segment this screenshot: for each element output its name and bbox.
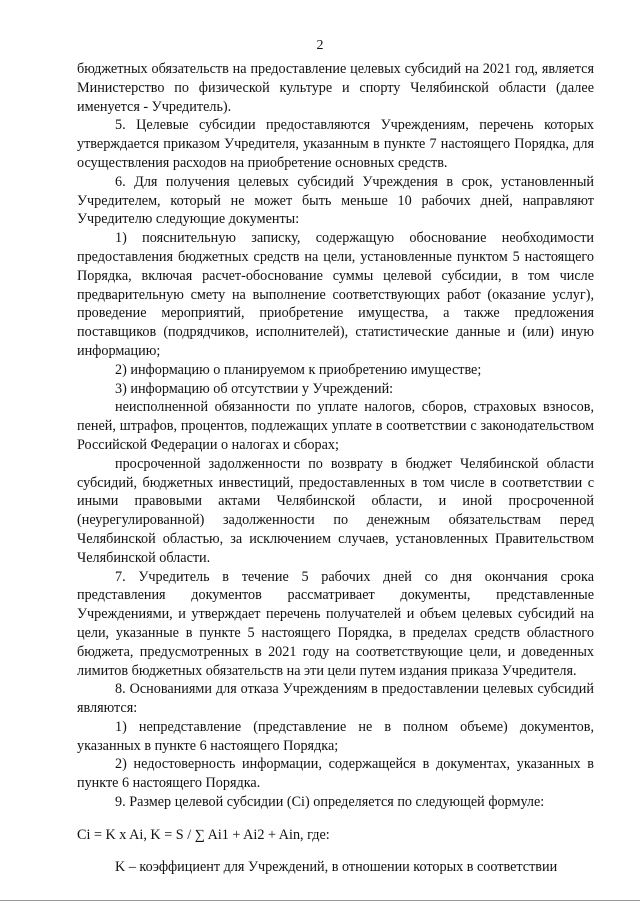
paragraph-item-5: 5. Целевые субсидии предоставляются Учреждениям, перечень которых утверждается приказом Учредителя, указанным в пункте 7 настоящего Порядка, для осуществления расходов на приобретение основных средств. — [77, 117, 594, 171]
paragraph-item-6: 6. Для получения целевых субсидий Учреждения в срок, установленный Учредителем, который не может быть меньше 10 рабочих дней, направляют Учредителю следующие документы: — [77, 173, 594, 228]
paragraph-tax-obligation: неисполненной обязанности по уплате налогов, сборов, страховых взносов, пеней, штрафов, процентов, подлежащих уплате в соответствии с законодательством Российской Федерации о налогах и сборах; — [77, 399, 594, 453]
subsidy-formula: Ci = K x Ai, K = S / ∑ Ai1 + Ai2 + Ain, где: — [77, 826, 330, 843]
paragraph-refusal-1: 1) непредставление (представление не в полном объеме) документов, указанных в пункте 6 настоящего Порядка; — [77, 718, 594, 754]
page-number: 2 — [316, 38, 324, 53]
paragraph-item-9: 9. Размер целевой субсидии (Ci) определяется по следующей формуле: — [115, 794, 545, 811]
paragraph-subitem-2: 2) информацию о планируемом к приобретению имуществе; — [115, 361, 482, 378]
paragraph-coefficient: K – коэффициент для Учреждений, в отношении которых в соответствии — [115, 858, 558, 875]
paragraph-subitem-3: 3) информацию об отсутствии у Учреждений: — [115, 380, 394, 397]
paragraph-subitem-1: 1) пояснительную записку, содержащую обоснование необходимости предоставления бюджетных средств на цели, установленные пунктом 5 настоящего Порядка, включая расчет-обоснование суммы целевой субсидии, в том числе предварительную смету на выполнение соответствующих работ (оказание услуг), проведение мероприятий, приобретение имущества, а также предложения поставщиков (подрядчиков, исполнителей), статистические данные и (или) иную информацию; — [77, 230, 594, 359]
paragraph-item-7: 7. Учредитель в течение 5 рабочих дней со дня окончания срока представления документов рассматривает документы, представленные Учреждениями, и утверждает перечень получателей и объем целевых субсидий на цели, указанные в пункте 5 настоящего Порядка, в пределах средств областного бюджета, предусмотренных в 2021 году на соответствующие цели, и доведенных лимитов бюджетных обязательств на эти цели путем издания приказа Учредителя. — [77, 568, 594, 679]
paragraph-overdue-debt: просроченной задолженности по возврату в бюджет Челябинской области субсидий, бюджетных инвестиций, предоставленных в том числе в соответствии с иными правовыми актами Челябинской области, и иной просроченной (неурегулированной) задолженности по денежным обязательствам перед Челябинской областью, за исключением случаев, установленных Правительством Челябинской области. — [77, 455, 594, 566]
page-bottom-edge — [0, 900, 640, 901]
paragraph-continuation: бюджетных обязательств на предоставление целевых субсидий на 2021 год, является Министерство по физической культуре и спорту Челябинской области (далее именуется - Учредитель). — [77, 61, 594, 115]
paragraph-item-8: 8. Основаниями для отказа Учреждениям в предоставлении целевых субсидий являются: — [77, 681, 594, 717]
document-body — [77, 60, 594, 876]
paragraph-refusal-2: 2) недостоверность информации, содержащейся в документах, указанных в пункте 6 настоящего Порядка. — [77, 756, 594, 792]
